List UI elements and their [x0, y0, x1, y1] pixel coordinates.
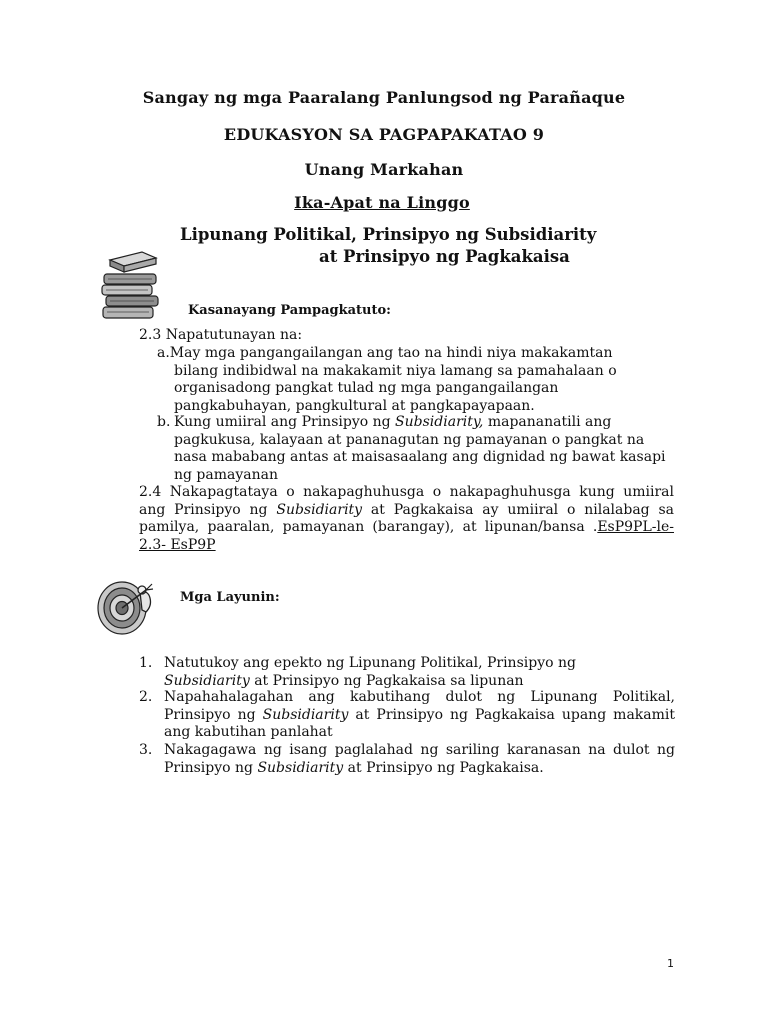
item-a-first-line: May mga pangangailangan ang tao na hindi niya makakamtan	[169, 345, 613, 361]
item-a-marker: a.	[157, 345, 170, 361]
competency-item-a-line1	[157, 345, 687, 363]
division-heading: Sangay ng mga Paaralang Panlungsod ng Parañaque	[142, 88, 626, 107]
competency-2-3-intro: 2.3 Napatutunayan na:	[139, 327, 303, 343]
objective-3-emphasis: Subsidiarity	[257, 759, 344, 776]
objective-item	[139, 742, 675, 777]
item-b-post: mapananatili ang pagkukusa, kalayaan at pananagutan ng pamayanan o pangkat na nasa mababang antas at maisasaalang ang dignidad ng bawat kasapi ng pamayanan	[174, 414, 666, 483]
p24-post: at Pagkakaisa ay umiiral o nilalabag sa pamilya, paaralan, pamayanan (barangay), at lipunan/bansa .	[139, 501, 674, 535]
p24-emphasis: Subsidiarity	[276, 501, 363, 518]
objective-number: 2.	[139, 689, 153, 705]
objective-text	[164, 655, 675, 690]
item-b-emphasis: Subsidiarity,	[395, 414, 484, 430]
stacked-books-icon	[98, 248, 164, 324]
objective-3-post: at Prinsipyo ng Pagkakaisa.	[347, 759, 544, 776]
item-b-pre: Kung umiiral ang Prinsipyo ng	[174, 414, 391, 430]
competency-2-4	[139, 484, 674, 554]
objective-1-pre: Natutukoy ang epekto ng Lipunang Politikal, Prinsipyo ng	[164, 655, 576, 671]
page-number: 1	[667, 957, 674, 970]
objectives-heading: Mga Layunin:	[180, 590, 280, 605]
competency-heading: Kasanayang Pampagkatuto:	[188, 303, 391, 318]
competency-code: EsP9PL-le-2.3- EsP9P	[139, 519, 674, 553]
subject-heading: EDUKASYON SA PAGPAPAKATAO 9	[223, 125, 545, 144]
quarter-heading: Unang Markahan	[304, 160, 464, 179]
objective-text	[164, 689, 675, 742]
objective-2-emphasis: Subsidiarity	[262, 706, 349, 723]
item-b-marker: b.	[157, 414, 171, 430]
item-a-rest: bilang indibidwal na makakamit niya lamang sa pamahalaan o organisadong pangkat tulad ng mga pangangailangan pangkabuhayan, pangkultural at pangkapayapaan.	[174, 362, 617, 414]
objective-number: 3.	[139, 742, 153, 758]
objective-item	[139, 655, 675, 690]
objective-item	[139, 689, 675, 742]
item-b-text	[174, 414, 671, 484]
competency-item-a	[157, 345, 687, 415]
week-label: Ika-Apat na Linggo	[294, 193, 470, 212]
lesson-title-line2: at Prinsipyo ng Pagkakaisa	[319, 247, 570, 266]
week-heading	[0, 193, 768, 212]
objective-1-emphasis: Subsidiarity	[164, 672, 250, 689]
objective-number: 1.	[139, 655, 153, 671]
objective-1-post: at Prinsipyo ng Pagkakaisa sa lipunan	[254, 672, 524, 689]
p24-pre: 2.4 Nakapagtataya o nakapaghuhusga o nakapaghuhusga kung umiiral ang Prinsipyo ng	[139, 484, 674, 518]
objective-2-post: at Prinsipyo ng Pagkakaisa upang makamit ang kabutihan panlahat	[164, 706, 676, 740]
competency-item-b	[157, 414, 687, 484]
objective-2-pre: Napahahalagahan ang kabutihang dulot ng Lipunang Politikal, Prinsipyo ng	[164, 689, 675, 723]
objective-3-pre: Nakagagawa ng isang paglalahad ng sariling karanasan na dulot ng Prinsipyo ng	[164, 742, 675, 776]
lesson-title-line1: Lipunang Politikal, Prinsipyo ng Subsidiarity	[180, 225, 597, 244]
dartboard-target-icon	[96, 572, 160, 640]
objective-text	[164, 742, 675, 777]
